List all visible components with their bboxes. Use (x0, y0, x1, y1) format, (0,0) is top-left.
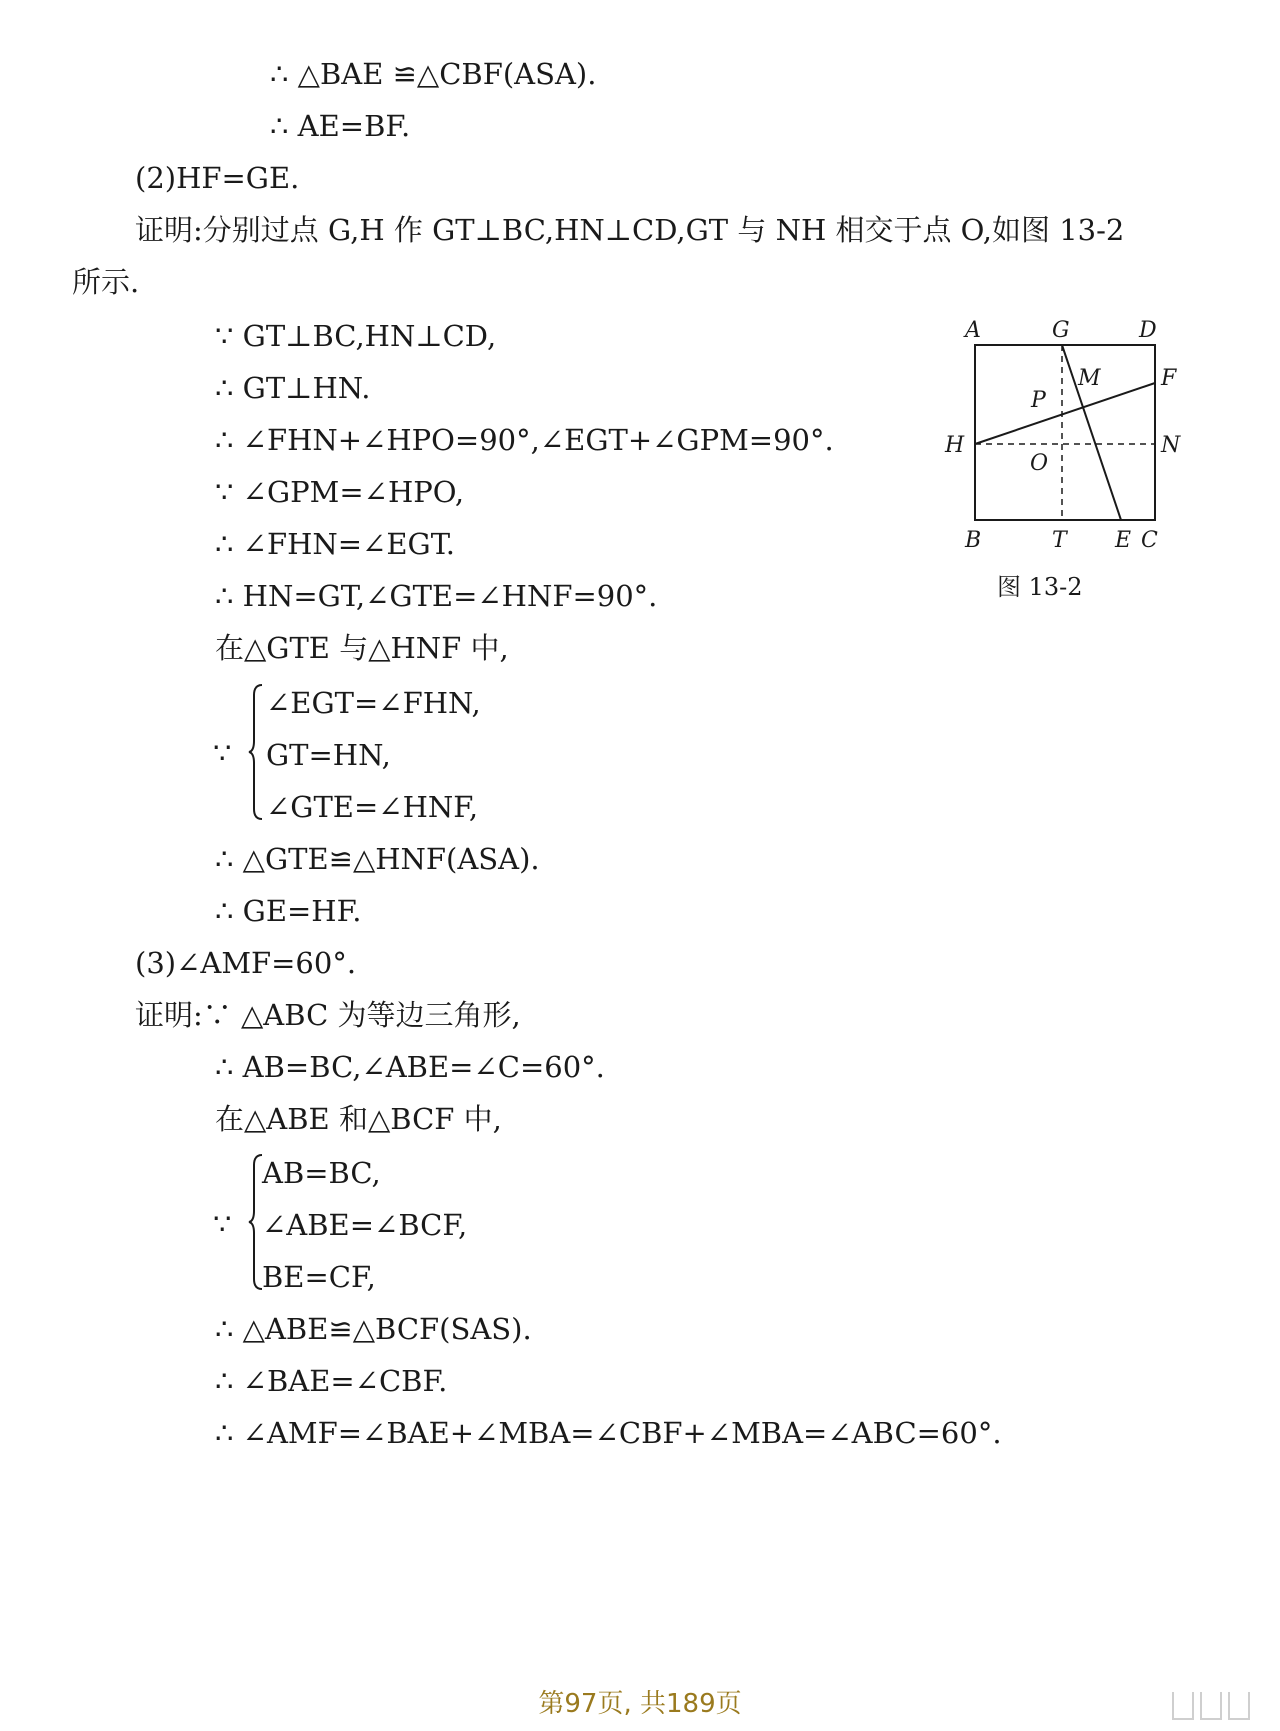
segment-hf (975, 383, 1155, 444)
page-icon[interactable] (1172, 1692, 1194, 1720)
proof-line: ∴ ∠BAE=∠CBF. (215, 1364, 448, 1398)
label-c: C (1141, 528, 1158, 553)
proof-line: ∴ △GTE≌△HNF(ASA). (215, 842, 540, 876)
proof-intro: 证明:分别过点 G,H 作 GT⊥BC,HN⊥CD,GT 与 NH 相交于点 O,如图 13-2 (135, 213, 1125, 247)
proof-intro-cont: 所示. (72, 265, 140, 299)
because-symbol: ∵ (213, 736, 232, 770)
proof-line: ∵ ∠GPM=∠HPO, (215, 475, 465, 509)
system-line: ∠GTE=∠HNF, (266, 790, 479, 824)
system-line: AB=BC, (262, 1156, 381, 1190)
system-line: GT=HN, (266, 738, 391, 772)
label-b: B (965, 528, 982, 553)
square-abcd (975, 345, 1155, 520)
proof-line: ∴ GT⊥HN. (215, 371, 371, 405)
label-h: H (945, 433, 965, 458)
proof-line: ∴ AE=BF. (270, 109, 411, 143)
label-e: E (1115, 528, 1132, 553)
label-t: T (1052, 528, 1067, 553)
proof-line: ∴ △ABE≌△BCF(SAS). (215, 1312, 532, 1346)
viewer-controls[interactable] (1172, 1692, 1250, 1720)
page-icon[interactable] (1200, 1692, 1222, 1720)
proof-line: ∴ GE=HF. (215, 894, 362, 928)
label-m: M (1078, 366, 1101, 391)
part-heading: (3)∠AMF=60°. (135, 946, 357, 980)
system-line: BE=CF, (262, 1260, 376, 1294)
geometry-figure (935, 315, 1195, 615)
because-symbol: ∵ (213, 1207, 232, 1241)
page-icon[interactable] (1228, 1692, 1250, 1720)
label-g: G (1052, 318, 1070, 343)
proof-line: ∴ ∠FHN=∠EGT. (215, 527, 455, 561)
left-brace (248, 683, 264, 821)
label-o: O (1030, 451, 1049, 476)
proof-line: ∵ GT⊥BC,HN⊥CD, (215, 319, 497, 353)
label-f: F (1161, 366, 1177, 391)
part-heading: (2)HF=GE. (135, 161, 300, 195)
figure-caption: 图 13-2 (997, 573, 1083, 601)
label-n: N (1161, 433, 1181, 458)
proof-line: ∴ ∠FHN+∠HPO=90°,∠EGT+∠GPM=90°. (215, 423, 834, 457)
system-line: ∠ABE=∠BCF, (262, 1208, 468, 1242)
system-line: ∠EGT=∠FHN, (266, 686, 481, 720)
page-indicator: 第97页, 共189页 (538, 1689, 742, 1719)
proof-intro: 证明:∵ △ABC 为等边三角形, (135, 998, 521, 1032)
proof-line: ∴ △BAE ≌△CBF(ASA). (270, 57, 597, 91)
proof-line: 在△GTE 与△HNF 中, (215, 631, 509, 665)
label-d: D (1139, 318, 1157, 343)
proof-line: ∴ ∠AMF=∠BAE+∠MBA=∠CBF+∠MBA=∠ABC=60°. (215, 1416, 1002, 1450)
proof-line: ∴ AB=BC,∠ABE=∠C=60°. (215, 1050, 605, 1084)
proof-line: 在△ABE 和△BCF 中, (215, 1102, 502, 1136)
label-p: P (1031, 388, 1046, 413)
label-a: A (965, 318, 981, 343)
proof-line: ∴ HN=GT,∠GTE=∠HNF=90°. (215, 579, 658, 613)
